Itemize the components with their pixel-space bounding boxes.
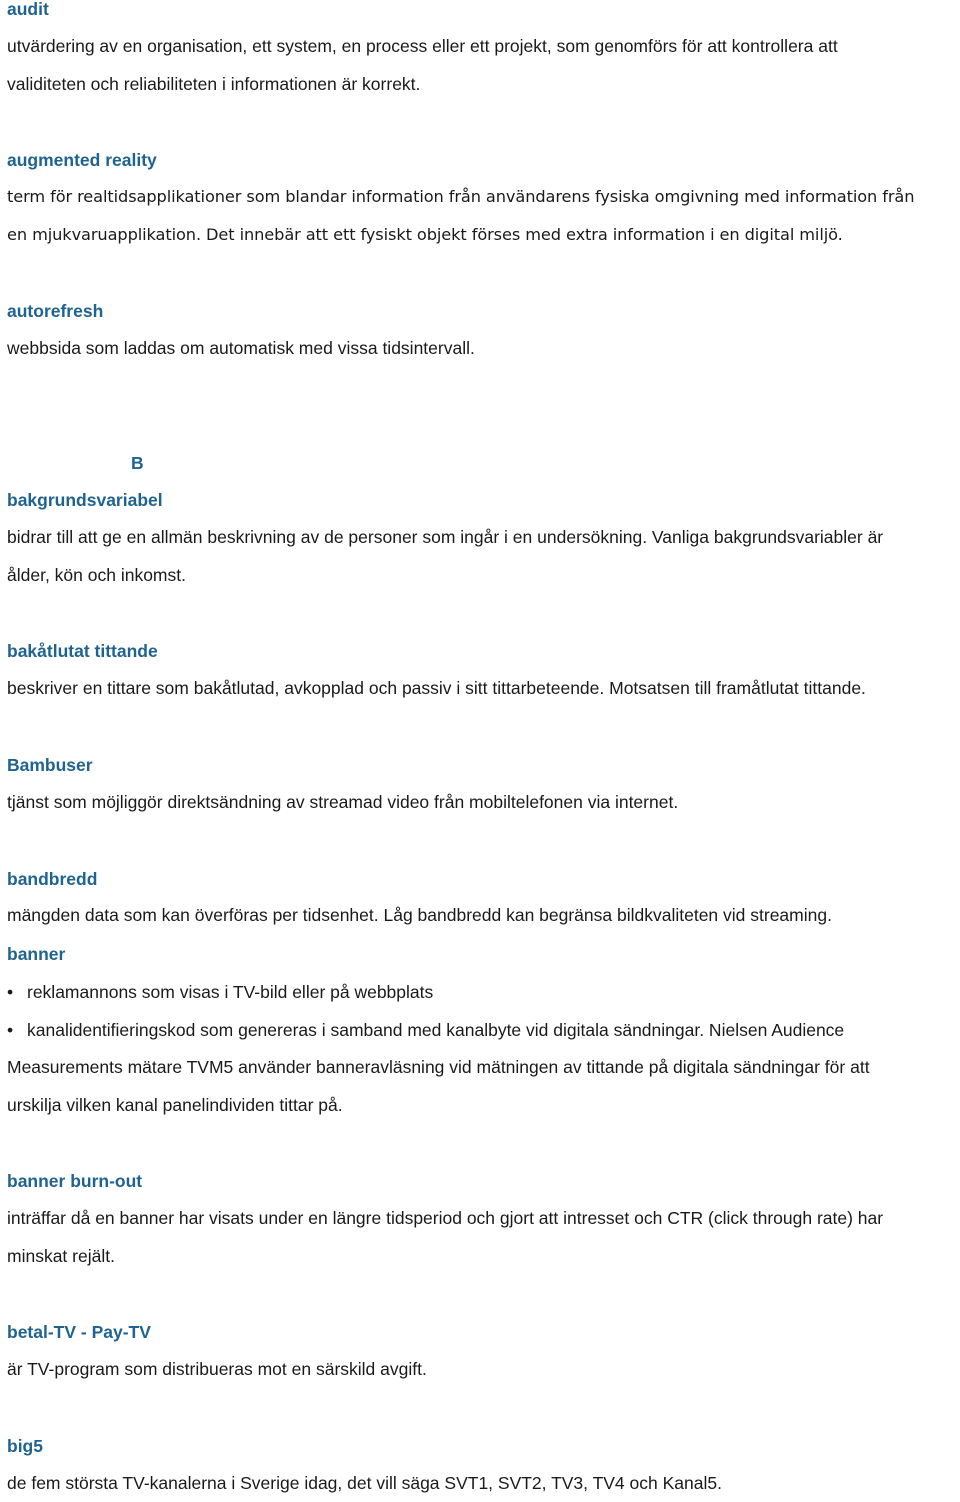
glossary-term-bakgrundsvariabel: bakgrundsvariabel: [7, 490, 163, 510]
definition-line: bidrar till att ge en allmän beskrivning av de personer som ingår i en undersökning. Vanliga bakgrundsvariabler är: [7, 527, 884, 547]
bullet-icon: •: [7, 982, 14, 1002]
definition-line: en mjukvaruapplikation. Det innebär att ett fysiskt objekt förses med extra information i en digital miljö.: [7, 225, 843, 244]
glossary-definition-bakgrundsvariabel: [7, 518, 959, 594]
definition-line: webbsida som laddas om automatisk med vissa tidsintervall.: [7, 338, 475, 358]
section-letter: B: [131, 453, 144, 473]
glossary-definition-audit: [7, 27, 959, 103]
glossary-definition-banner: [7, 1048, 959, 1124]
definition-line: inträffar då en banner har visats under en längre tidsperiod och gjort att intresset och CTR (click through rate) har: [7, 1208, 884, 1228]
definition-line: utvärdering av en organisation, ett system, en process eller ett projekt, som genomförs för att kontrollera att: [7, 36, 838, 56]
list-item: [7, 981, 433, 1003]
definition-line: term för realtidsapplikationer som blandar information från användarens fysiska omgivning med information från: [7, 187, 915, 206]
glossary-term-banner-burn-out: banner burn-out: [7, 1171, 143, 1191]
bullet-icon: •: [7, 1020, 14, 1040]
glossary-term-banner: banner: [7, 944, 66, 964]
definition-line: validiteten och reliabiliteten i informationen är korrekt.: [7, 74, 421, 94]
bullet-text: kanalidentifieringskod som genereras i samband med kanalbyte vid digitala sändningar. Nielsen Audience: [27, 1020, 845, 1040]
glossary-definition-bambuser: [7, 783, 959, 821]
glossary-definition-banner-burn-out: [7, 1199, 959, 1275]
definition-line: tjänst som möjliggör direktsändning av streamad video från mobiltelefonen via internet.: [7, 792, 679, 812]
glossary-definition-bandbredd: [7, 896, 959, 934]
glossary-term-autorefresh: autorefresh: [7, 301, 104, 321]
glossary-definition-autorefresh: [7, 329, 959, 367]
glossary-definition-bakatlutat-tittande: [7, 669, 959, 707]
glossary-term-betal-tv: betal-TV - Pay-TV: [7, 1322, 151, 1342]
definition-line: de fem största TV-kanalerna i Sverige idag, det vill säga SVT1, SVT2, TV3, TV4 och Kanal5.: [7, 1473, 722, 1493]
definition-line: ålder, kön och inkomst.: [7, 565, 186, 585]
glossary-term-big5: big5: [7, 1436, 43, 1456]
glossary-term-bandbredd: bandbredd: [7, 869, 98, 889]
glossary-definition-betal-tv: [7, 1350, 959, 1388]
definition-line: är TV-program som distribueras mot en särskild avgift.: [7, 1359, 427, 1379]
list-item: [7, 1019, 844, 1041]
definition-line: beskriver en tittare som bakåtlutad, avkopplad och passiv i sitt tittarbeteende. Motsatsen till framåtlutat tittande.: [7, 678, 866, 698]
definition-line: minskat rejält.: [7, 1246, 115, 1266]
glossary-term-audit: audit: [7, 0, 49, 19]
glossary-definition-big5: [7, 1464, 959, 1502]
definition-line: mängden data som kan överföras per tidsenhet. Låg bandbredd kan begränsa bildkvaliteten vid streaming.: [7, 905, 832, 925]
glossary-term-augmented-reality: augmented reality: [7, 150, 157, 170]
glossary-definition-augmented-reality: [7, 178, 959, 254]
definition-line: Measurements mätare TVM5 använder banneravläsning vid mätningen av tittande på digitala sändningar för att: [7, 1057, 870, 1077]
definition-line: urskilja vilken kanal panelindividen tittar på.: [7, 1095, 343, 1115]
bullet-text: reklamannons som visas i TV-bild eller på webbplats: [27, 982, 434, 1002]
glossary-term-bakatlutat-tittande: bakåtlutat tittande: [7, 641, 158, 661]
glossary-term-bambuser: Bambuser: [7, 755, 93, 775]
